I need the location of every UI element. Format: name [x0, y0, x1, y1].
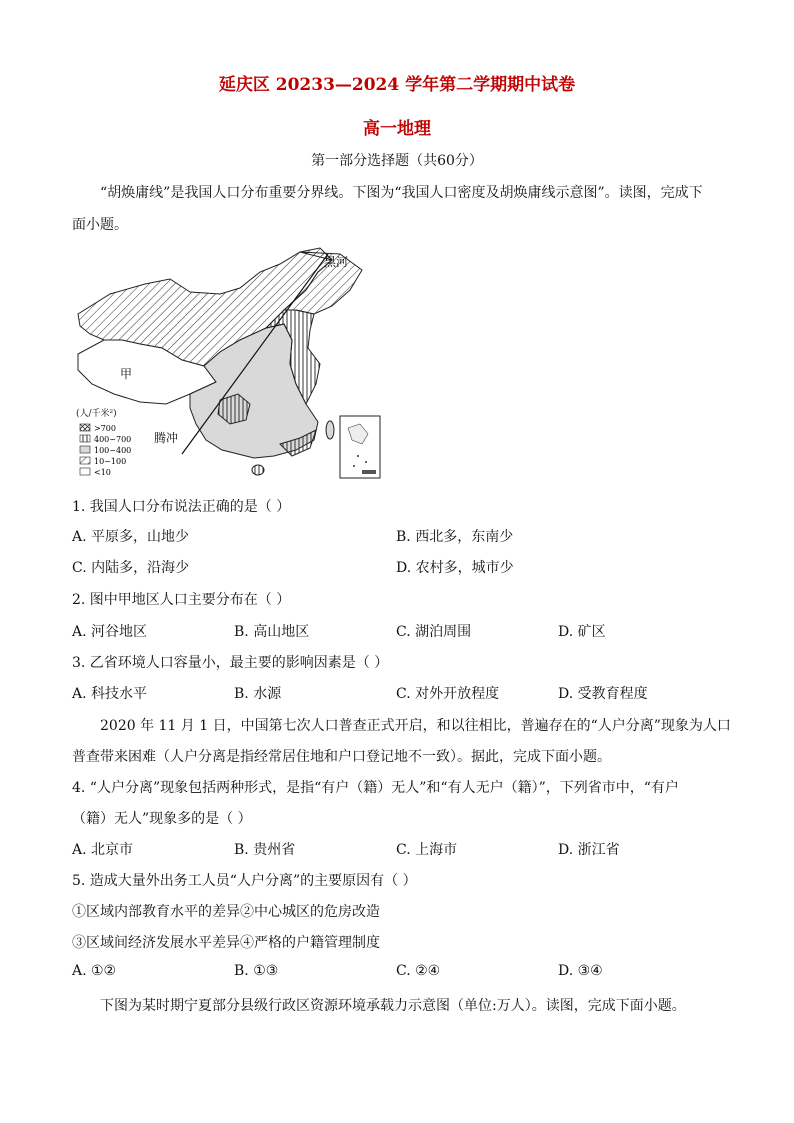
intro3-line: 下图为某时期宁夏部分县级行政区资源环境承载力示意图（单位:万人）。读图，完成下面小题。	[100, 998, 686, 1014]
question-2-stem: 2. 图中甲地区人口主要分布在（ ）	[72, 592, 291, 608]
q3-option-a: A. 科技水平	[72, 686, 148, 702]
q3-option-b: B. 水源	[234, 686, 282, 702]
label-jia: 甲	[120, 367, 133, 381]
q3-option-d: D. 受教育程度	[558, 686, 648, 702]
intro1-line2: 面小题。	[72, 217, 128, 233]
q5-option-d: D. ③④	[558, 963, 603, 979]
q1-option-a: A. 平原多，山地少	[72, 529, 190, 545]
exam-subject: 高一地理	[363, 119, 431, 139]
legend-unit: (人/千米²)	[76, 409, 117, 419]
q4-option-c: C. 上海市	[396, 842, 458, 858]
map-region-taiwan	[326, 421, 334, 439]
label-heihe: 黑河	[324, 255, 349, 269]
q2-option-b: B. 高山地区	[234, 624, 310, 640]
q2-option-d: D. 矿区	[558, 624, 606, 640]
china-population-density-map	[70, 244, 392, 490]
legend-item-4: 10~100	[94, 457, 127, 466]
q4-option-d: D. 浙江省	[558, 842, 620, 858]
q5-option-a: A. ①②	[72, 963, 117, 979]
q5-option-b: B. ①③	[234, 963, 279, 979]
legend-item-5: <10	[94, 468, 111, 477]
question-1-stem: 1. 我国人口分布说法正确的是（ ）	[72, 499, 291, 515]
q1-option-d: D. 农村多，城市少	[396, 560, 514, 576]
label-tengchong: 腾冲	[154, 431, 179, 445]
question-3-stem: 3. 乙省环境人口容量小，最主要的影响因素是（ ）	[72, 655, 389, 671]
q1-option-c: C. 内陆多，沿海少	[72, 560, 190, 576]
map-region-hainan	[252, 465, 264, 475]
intro1-line1: “胡焕庸线”是我国人口分布重要分界线。下图为“我国人口密度及胡焕庸线示意图”。读图，完成下	[100, 185, 703, 201]
map-legend	[80, 424, 131, 477]
q2-option-c: C. 湖泊周围	[396, 624, 472, 640]
q3-option-c: C. 对外开放程度	[396, 686, 500, 702]
question-5-stem: 5. 造成大量外出务工人员“人户分离”的主要原因有（ ）	[72, 873, 417, 889]
legend-item-1: >700	[94, 424, 116, 433]
q5-item-line2: ③区域间经济发展水平差异④严格的户籍管理制度	[72, 935, 380, 951]
intro2-line1: 2020 年 11 月 1 日，中国第七次人口普查正式开启，和以往相比，普遍存在的“人户分离”现象为人口	[100, 718, 731, 734]
exam-title: 延庆区 20233—2024 学年第二学期期中试卷	[218, 75, 576, 95]
q5-option-c: C. ②④	[396, 963, 441, 979]
q1-option-b: B. 西北多，东南少	[396, 529, 514, 545]
question-4-line1: 4. “人户分离”现象包括两种形式，是指“有户（籍）无人”和“有人无户（籍）”，下列省市中，“有户	[72, 780, 679, 796]
legend-item-3: 100~400	[94, 446, 132, 455]
q5-item-line1: ①区域内部教育水平的差异②中心城区的危房改造	[72, 904, 380, 920]
intro2-line2: 普查带来困难（人户分离是指经常居住地和户口登记地不一致）。据此，完成下面小题。	[72, 749, 611, 765]
q4-option-b: B. 贵州省	[234, 842, 296, 858]
q4-option-a: A. 北京市	[72, 842, 134, 858]
section-heading: 第一部分选择题（共60分）	[311, 153, 483, 169]
question-4-line2: （籍）无人”现象多的是（ ）	[72, 811, 252, 827]
legend-item-2: 400~700	[94, 435, 132, 444]
q2-option-a: A. 河谷地区	[72, 624, 148, 640]
